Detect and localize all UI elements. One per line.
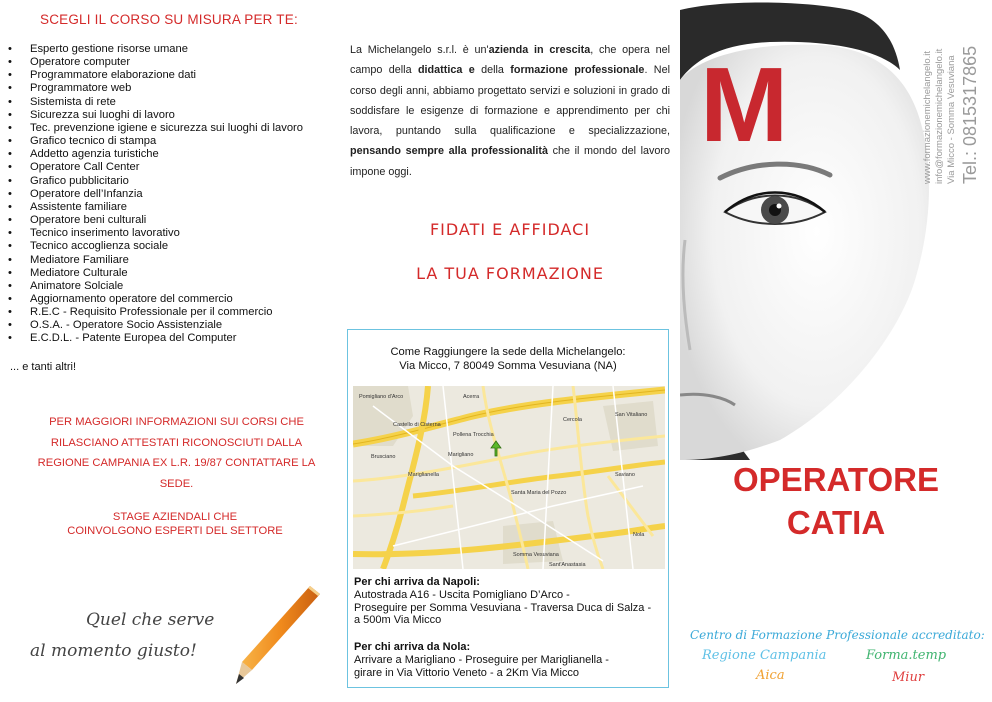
stage-line: COINVOLGONO ESPERTI DEL SETTORE (67, 524, 283, 537)
contact-email: info@formazionemichelangelo.it (934, 48, 945, 184)
company-intro-paragraph (350, 40, 670, 182)
napoli-line: a 500m Via Micco (354, 614, 442, 627)
location-map[interactable] (353, 386, 665, 569)
course-list-item: • Grafico tecnico di stampa (6, 135, 303, 148)
map-label: Cercola (563, 417, 582, 423)
intro-text: . Nel corso degli anni, abbiamo progettato servizi e soluzioni in grado di soddisfare le esigenze di formazione e apprendimento per chi lavora, puntando sulla qualificazione e specializzazione, (350, 64, 671, 138)
course-list-item: • Tec. prevenzione igiene e sicurezza sui luoghi di lavoro (6, 122, 303, 135)
contact-info (910, 6, 990, 186)
course-list-item: • Operatore Call Center (6, 161, 303, 174)
more-courses-text: ... e tanti altri! (10, 361, 77, 373)
course-list-item: • Addetto agenzia turistiche (6, 148, 303, 161)
course-list-item: • Mediatore Familiare (6, 254, 303, 267)
info-line: SEDE. (159, 477, 194, 490)
course-list-item: • Programmatore web (6, 82, 303, 95)
directions-from-nola (354, 641, 666, 679)
map-label: Mariglianella (408, 472, 439, 478)
course-list-item: • E.C.D.L. - Patente Europea del Computer (6, 332, 303, 345)
directions-title (348, 346, 668, 373)
intro-text: della (474, 64, 511, 77)
contact-web: www.formazionemichelangelo.it (922, 50, 933, 184)
info-line: REGIONE CAMPANIA EX L.R. 19/87 CONTATTARE LA (37, 457, 316, 469)
intro-emphasis: didattica e (417, 64, 475, 77)
motto-line-1: FIDATI E AFFIDACI (429, 220, 591, 239)
accreditation-miur: Miur (892, 670, 925, 685)
map-label: Castello di Cisterna (393, 422, 441, 428)
course-list-item: • Operatore beni culturali (6, 214, 303, 227)
napoli-line: Proseguire per Somma Vesuviana - Traversa Duca di Salza - (354, 601, 652, 614)
nola-line: Arrivare a Marigliano - Proseguire per Mariglianella - (354, 653, 609, 666)
contact-phone: Tel.: 0815317865 (960, 45, 980, 184)
course-list-item: • Mediatore Culturale (6, 267, 303, 280)
course-list-heading: SCEGLI IL CORSO SU MISURA PER TE: (40, 12, 298, 27)
stage-paragraph (40, 511, 310, 538)
course-list-item: • R.E.C - Requisito Professionale per il commercio (6, 306, 303, 319)
course-list-item: • Sicurezza sui luoghi di lavoro (6, 109, 303, 122)
map-label: Brusciano (371, 454, 396, 460)
stage-line: STAGE AZIENDALI CHE (112, 511, 238, 523)
course-list-item: • Animatore Solciale (6, 280, 303, 293)
contact-address: Via Micco - Somma Vesuviana (946, 55, 957, 184)
intro-emphasis: azienda in crescita (488, 44, 591, 56)
map-label: Saviano (615, 472, 635, 478)
accreditation-label: Centro di Formazione Professionale accreditato: (690, 628, 985, 642)
napoli-title: Per chi arriva da Napoli: (354, 576, 480, 588)
course-list-item: • Tecnico inserimento lavorativo (6, 227, 303, 240)
michelangelo-logo: M (700, 46, 789, 164)
course-list (6, 43, 303, 346)
directions-address-line: Via Micco, 7 80049 Somma Vesuviana (NA) (399, 359, 617, 372)
map-label: Acerra (463, 394, 480, 400)
info-line: PER MAGGIORI INFORMAZIONI SUI CORSI CHE (49, 416, 304, 428)
course-list-item: • O.S.A. - Operatore Socio Assistenziale (6, 319, 303, 332)
map-label: Pollena Trocchia (453, 432, 494, 438)
accreditation-regione-campania: Regione Campania (702, 648, 827, 663)
course-title-line-1: OPERATORE (733, 461, 939, 498)
course-list-item: • Grafico pubblicitario (6, 175, 303, 188)
map-label: Marigliano (448, 452, 474, 458)
intro-emphasis: pensando sempre alla professionalità (350, 145, 548, 158)
motto-line-2: LA TUA FORMAZIONE (416, 264, 604, 283)
course-list-item: • Tecnico accoglienza sociale (6, 240, 303, 253)
intro-text: , che opera nel campo della (350, 44, 670, 77)
nola-title: Per chi arriva da Nola: (354, 641, 471, 653)
nola-line: girare in Via Vittorio Veneto - a 2Km Via Micco (354, 666, 580, 679)
intro-text: La Michelangelo s.r.l. è un' (350, 44, 489, 56)
course-title-line-2: CATIA (786, 504, 886, 541)
directions-title-line: Come Raggiungere la sede della Michelangelo: (390, 346, 626, 358)
info-line: RILASCIANO ATTESTATI RICONOSCIUTI DALLA (50, 436, 303, 449)
course-list-item: • Esperto gestione risorse umane (6, 43, 303, 56)
map-label: Santa Maria del Pozzo (511, 490, 567, 496)
course-list-item: • Aggiornamento operatore del commercio (6, 293, 303, 306)
map-label: San Vitaliano (615, 412, 648, 418)
info-paragraph (24, 412, 329, 494)
accreditation-aica: Aica (756, 668, 785, 683)
map-label: Pomigliano d'Arco (359, 394, 404, 400)
course-list-item: • Operatore dell’Infanzia (6, 188, 303, 201)
accreditation-forma-temp: Forma.temp (866, 648, 947, 663)
intro-text: che il mondo del lavoro impone oggi. (350, 145, 670, 178)
map-label: Nola (633, 532, 645, 538)
slogan-line-1: Quel che serve (86, 610, 215, 630)
pencil-icon (232, 584, 322, 688)
course-list-item: • Sistemista di rete (6, 96, 303, 109)
map-label: Sant'Anastasia (549, 562, 586, 568)
directions-box (347, 329, 669, 688)
course-list-item: • Programmatore elaborazione dati (6, 69, 303, 82)
slogan-line-2: al momento giusto! (30, 641, 197, 661)
course-list-item: • Assistente familiare (6, 201, 303, 214)
directions-from-napoli (354, 576, 666, 627)
course-list-item: • Operatore computer (6, 56, 303, 69)
napoli-line: Autostrada A16 - Uscita Pomigliano D’Arco - (354, 588, 570, 601)
intro-emphasis: formazione professionale (510, 64, 645, 77)
map-label: Somma Vesuviana (513, 552, 559, 558)
